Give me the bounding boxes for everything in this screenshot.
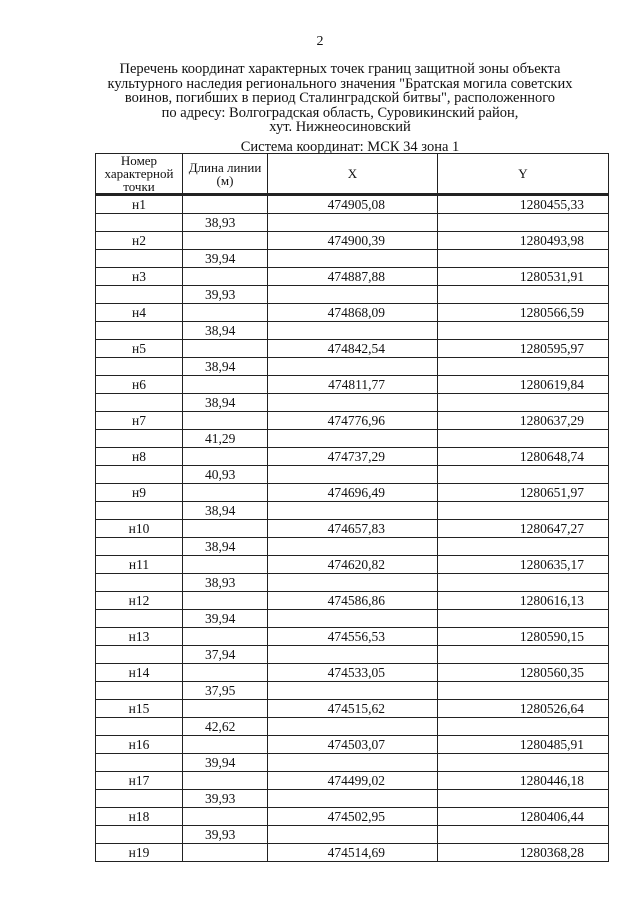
empty-point-cell <box>96 214 183 232</box>
x-coordinate-cell: 474586,86 <box>268 592 438 610</box>
empty-y-cell <box>438 826 609 844</box>
point-row <box>96 556 609 574</box>
empty-length-cell <box>183 304 268 322</box>
segment-length-row <box>96 826 609 844</box>
point-number-cell: н16 <box>96 736 183 754</box>
x-coordinate-cell: 474657,83 <box>268 520 438 538</box>
empty-y-cell <box>438 646 609 664</box>
empty-length-cell <box>183 736 268 754</box>
line-length-cell: 38,94 <box>183 358 268 376</box>
segment-length-row <box>96 682 609 700</box>
empty-point-cell <box>96 286 183 304</box>
segment-length-row <box>96 754 609 772</box>
x-coordinate-cell: 474696,49 <box>268 484 438 502</box>
point-row <box>96 592 609 610</box>
x-coordinate-cell: 474515,62 <box>268 700 438 718</box>
line-length-cell: 39,94 <box>183 754 268 772</box>
x-coordinate-cell: 474737,29 <box>268 448 438 466</box>
empty-length-cell <box>183 700 268 718</box>
empty-length-cell <box>183 664 268 682</box>
empty-y-cell <box>438 286 609 304</box>
empty-y-cell <box>438 430 609 448</box>
segment-length-row <box>96 430 609 448</box>
point-row <box>96 484 609 502</box>
point-number-cell: н3 <box>96 268 183 286</box>
y-coordinate-cell: 1280648,74 <box>438 448 609 466</box>
point-row <box>96 412 609 430</box>
empty-x-cell <box>268 322 438 340</box>
empty-length-cell <box>183 484 268 502</box>
title-line: культурного наследия регионального значения "Братская могила советских <box>107 75 573 92</box>
empty-length-cell <box>183 844 268 862</box>
line-length-cell: 38,94 <box>183 502 268 520</box>
y-coordinate-cell: 1280368,28 <box>438 844 609 862</box>
header-x: X <box>268 154 438 195</box>
point-number-cell: н2 <box>96 232 183 250</box>
segment-length-row <box>96 538 609 556</box>
point-row <box>96 195 609 214</box>
title-line: по адресу: Волгоградская область, Суровикинский район, <box>161 104 519 121</box>
line-length-cell: 39,93 <box>183 790 268 808</box>
empty-y-cell <box>438 718 609 736</box>
line-length-cell: 39,94 <box>183 610 268 628</box>
y-coordinate-cell: 1280595,97 <box>438 340 609 358</box>
empty-length-cell <box>183 808 268 826</box>
empty-point-cell <box>96 610 183 628</box>
line-length-cell: 37,95 <box>183 682 268 700</box>
point-number-cell: н6 <box>96 376 183 394</box>
x-coordinate-cell: 474533,05 <box>268 664 438 682</box>
empty-length-cell <box>183 556 268 574</box>
line-length-cell: 37,94 <box>183 646 268 664</box>
point-number-cell: н13 <box>96 628 183 646</box>
empty-point-cell <box>96 430 183 448</box>
x-coordinate-cell: 474900,39 <box>268 232 438 250</box>
y-coordinate-cell: 1280531,91 <box>438 268 609 286</box>
y-coordinate-cell: 1280455,33 <box>438 195 609 214</box>
point-number-cell: н10 <box>96 520 183 538</box>
y-coordinate-cell: 1280619,84 <box>438 376 609 394</box>
y-coordinate-cell: 1280560,35 <box>438 664 609 682</box>
y-coordinate-cell: 1280616,13 <box>438 592 609 610</box>
y-coordinate-cell: 1280526,64 <box>438 700 609 718</box>
line-length-cell: 38,94 <box>183 538 268 556</box>
empty-length-cell <box>183 376 268 394</box>
table-header-row <box>96 154 609 195</box>
empty-length-cell <box>183 412 268 430</box>
point-number-cell: н4 <box>96 304 183 322</box>
empty-x-cell <box>268 394 438 412</box>
point-number-cell: н11 <box>96 556 183 574</box>
empty-length-cell <box>183 268 268 286</box>
empty-x-cell <box>268 358 438 376</box>
segment-length-row <box>96 286 609 304</box>
point-row <box>96 304 609 322</box>
empty-point-cell <box>96 682 183 700</box>
y-coordinate-cell: 1280485,91 <box>438 736 609 754</box>
x-coordinate-cell: 474776,96 <box>268 412 438 430</box>
empty-x-cell <box>268 250 438 268</box>
header-point-number: Номер характерной точки <box>96 154 183 195</box>
coordinate-system-label: Система координат: МСК 34 зона 1 <box>240 139 460 155</box>
empty-point-cell <box>96 250 183 268</box>
empty-y-cell <box>438 358 609 376</box>
x-coordinate-cell: 474503,07 <box>268 736 438 754</box>
line-length-cell: 38,94 <box>183 322 268 340</box>
point-number-cell: н12 <box>96 592 183 610</box>
point-row <box>96 376 609 394</box>
empty-point-cell <box>96 322 183 340</box>
segment-length-row <box>96 322 609 340</box>
point-row <box>96 628 609 646</box>
point-row <box>96 736 609 754</box>
empty-length-cell <box>183 520 268 538</box>
empty-x-cell <box>268 214 438 232</box>
segment-length-row <box>96 646 609 664</box>
point-row <box>96 340 609 358</box>
y-coordinate-cell: 1280446,18 <box>438 772 609 790</box>
point-number-cell: н8 <box>96 448 183 466</box>
empty-x-cell <box>268 610 438 628</box>
y-coordinate-cell: 1280637,29 <box>438 412 609 430</box>
empty-y-cell <box>438 790 609 808</box>
empty-x-cell <box>268 826 438 844</box>
empty-y-cell <box>438 682 609 700</box>
line-length-cell: 38,94 <box>183 394 268 412</box>
empty-length-cell <box>183 772 268 790</box>
empty-length-cell <box>183 195 268 214</box>
title-line: воинов, погибших в период Сталинградской битвы", расположенного <box>124 90 556 106</box>
empty-x-cell <box>268 430 438 448</box>
segment-length-row <box>96 718 609 736</box>
x-coordinate-cell: 474556,53 <box>268 628 438 646</box>
x-coordinate-cell: 474887,88 <box>268 268 438 286</box>
point-row <box>96 700 609 718</box>
page-number: 2 <box>316 34 324 49</box>
point-row <box>96 772 609 790</box>
point-number-cell: н15 <box>96 700 183 718</box>
x-coordinate-cell: 474811,77 <box>268 376 438 394</box>
coordinates-table <box>95 153 609 862</box>
empty-length-cell <box>183 628 268 646</box>
empty-point-cell <box>96 358 183 376</box>
y-coordinate-cell: 1280590,15 <box>438 628 609 646</box>
segment-length-row <box>96 358 609 376</box>
header-y: Y <box>438 154 609 195</box>
x-coordinate-cell: 474502,95 <box>268 808 438 826</box>
y-coordinate-cell: 1280635,17 <box>438 556 609 574</box>
empty-y-cell <box>438 610 609 628</box>
point-number-cell: н17 <box>96 772 183 790</box>
point-number-cell: н1 <box>96 195 183 214</box>
title-line: Перечень координат характерных точек границ защитной зоны объекта <box>119 61 561 77</box>
point-row <box>96 844 609 862</box>
segment-length-row <box>96 790 609 808</box>
empty-point-cell <box>96 502 183 520</box>
empty-point-cell <box>96 538 183 556</box>
point-row <box>96 664 609 682</box>
line-length-cell: 39,94 <box>183 250 268 268</box>
line-length-cell: 39,93 <box>183 286 268 304</box>
empty-length-cell <box>183 232 268 250</box>
line-length-cell: 38,93 <box>183 574 268 592</box>
empty-y-cell <box>438 754 609 772</box>
empty-x-cell <box>268 646 438 664</box>
point-number-cell: н19 <box>96 844 183 862</box>
empty-x-cell <box>268 502 438 520</box>
point-row <box>96 520 609 538</box>
y-coordinate-cell: 1280647,27 <box>438 520 609 538</box>
point-number-cell: н5 <box>96 340 183 358</box>
empty-y-cell <box>438 322 609 340</box>
line-length-cell: 38,93 <box>183 214 268 232</box>
segment-length-row <box>96 214 609 232</box>
y-coordinate-cell: 1280493,98 <box>438 232 609 250</box>
line-length-cell: 39,93 <box>183 826 268 844</box>
point-row <box>96 448 609 466</box>
x-coordinate-cell: 474905,08 <box>268 195 438 214</box>
segment-length-row <box>96 250 609 268</box>
empty-point-cell <box>96 574 183 592</box>
empty-y-cell <box>438 250 609 268</box>
empty-x-cell <box>268 538 438 556</box>
segment-length-row <box>96 394 609 412</box>
x-coordinate-cell: 474620,82 <box>268 556 438 574</box>
point-number-cell: н7 <box>96 412 183 430</box>
document-title <box>90 62 590 135</box>
empty-point-cell <box>96 718 183 736</box>
point-number-cell: н9 <box>96 484 183 502</box>
line-length-cell: 42,62 <box>183 718 268 736</box>
segment-length-row <box>96 610 609 628</box>
empty-y-cell <box>438 466 609 484</box>
empty-point-cell <box>96 646 183 664</box>
title-line: хут. Нижнеосиновский <box>269 119 411 135</box>
segment-length-row <box>96 574 609 592</box>
empty-x-cell <box>268 466 438 484</box>
empty-length-cell <box>183 592 268 610</box>
empty-point-cell <box>96 466 183 484</box>
empty-point-cell <box>96 754 183 772</box>
header-line-length: Длина линии (м) <box>183 154 268 195</box>
empty-x-cell <box>268 754 438 772</box>
y-coordinate-cell: 1280406,44 <box>438 808 609 826</box>
point-number-cell: н14 <box>96 664 183 682</box>
coordinates-table-body <box>96 195 609 862</box>
x-coordinate-cell: 474499,02 <box>268 772 438 790</box>
empty-y-cell <box>438 214 609 232</box>
empty-y-cell <box>438 502 609 520</box>
empty-y-cell <box>438 538 609 556</box>
segment-length-row <box>96 502 609 520</box>
line-length-cell: 40,93 <box>183 466 268 484</box>
y-coordinate-cell: 1280566,59 <box>438 304 609 322</box>
empty-x-cell <box>268 574 438 592</box>
empty-point-cell <box>96 790 183 808</box>
point-row <box>96 232 609 250</box>
segment-length-row <box>96 466 609 484</box>
x-coordinate-cell: 474514,69 <box>268 844 438 862</box>
empty-x-cell <box>268 286 438 304</box>
empty-x-cell <box>268 718 438 736</box>
point-number-cell: н18 <box>96 808 183 826</box>
empty-x-cell <box>268 682 438 700</box>
point-row <box>96 268 609 286</box>
empty-length-cell <box>183 340 268 358</box>
point-row <box>96 808 609 826</box>
empty-x-cell <box>268 790 438 808</box>
x-coordinate-cell: 474868,09 <box>268 304 438 322</box>
empty-y-cell <box>438 574 609 592</box>
empty-point-cell <box>96 394 183 412</box>
x-coordinate-cell: 474842,54 <box>268 340 438 358</box>
y-coordinate-cell: 1280651,97 <box>438 484 609 502</box>
empty-length-cell <box>183 448 268 466</box>
empty-point-cell <box>96 826 183 844</box>
line-length-cell: 41,29 <box>183 430 268 448</box>
empty-y-cell <box>438 394 609 412</box>
